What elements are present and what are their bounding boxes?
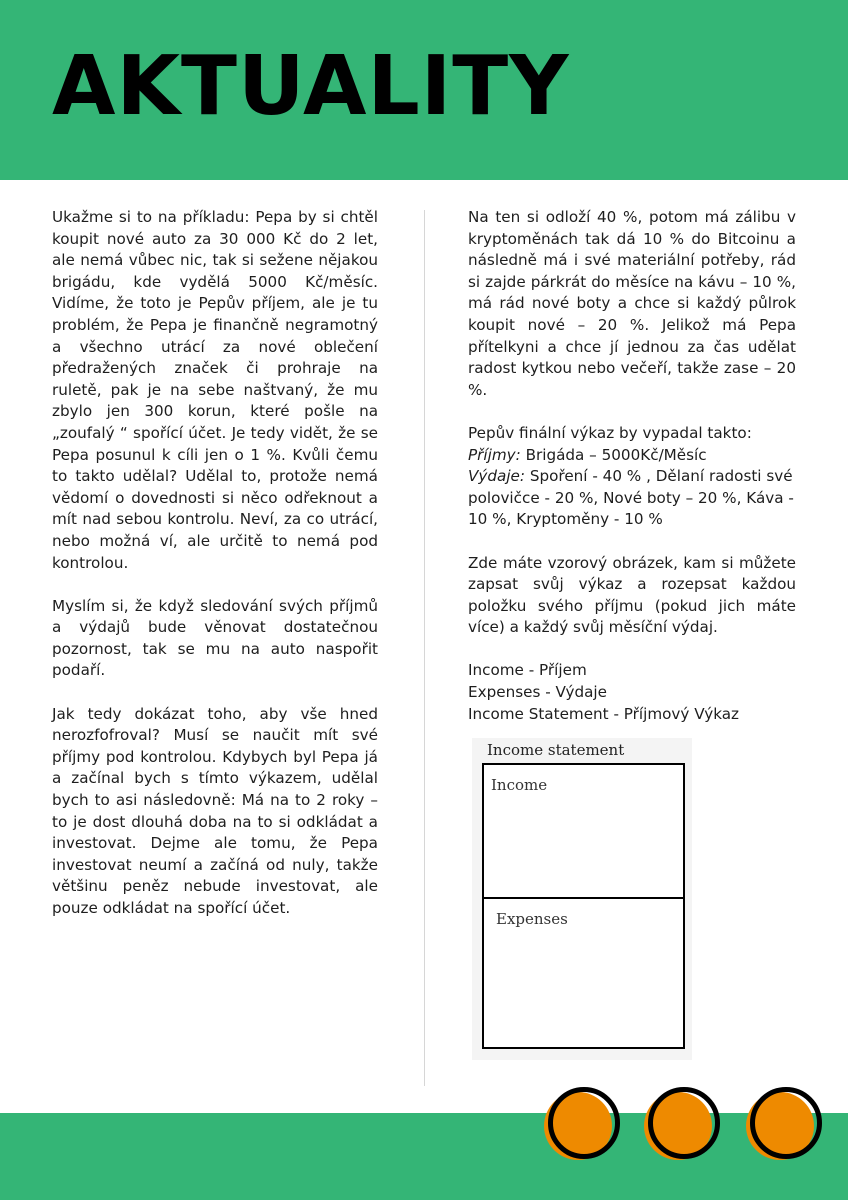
header-banner [0, 0, 848, 180]
income-statement-figure [472, 738, 692, 1060]
glossary-item: Income Statement - Příjmový Výkaz [468, 704, 740, 723]
glossary-item: Income - Příjem [468, 661, 587, 680]
circle-icon [542, 1086, 622, 1166]
paragraph: Ukažme si to na příkladu: Pepa by si chtěl koupit nové auto za 30 000 Kč do 2 let, ale nemá vůbec nic, tak si sežene nějakou brigádu, kde vydělá 5000 Kč/měsíc. Vidíme, že toto je Pepův příjem, ale je tu problém, že Pepa je finančně negramotný a všechno utrácí za nové oblečení předražených značek či prohraje na ruletě, pak je na sebe naštvaný, že mu zbylo jen 300 korun, které pošle na „zoufalý “ spořící účet. Je tedy vidět, že se Pepa posunul k cíli jen o 1 %. Kvůli čemu to takto udělal? Udělal to, protože nemá vědomí o dovednosti si něco odřeknout a mít nad sebou kontrolu. Neví, za co utrácí, nebo možná ví, ale určitě to nemá pod kontrolou. [52, 208, 378, 572]
circle-icon [744, 1086, 824, 1166]
statement-block [468, 423, 796, 531]
section-divider [484, 897, 683, 899]
income-label: Příjmy: [468, 445, 521, 464]
paragraph: Zde máte vzorový obrázek, kam si můžete zapsat svůj výkaz a rozepsat každou položku svého příjmu (pokud jich máte více) a každý svůj měsíční výdaj. [468, 553, 796, 637]
expenses-label: Výdaje: [468, 467, 526, 486]
statement-income [468, 445, 796, 467]
circle-icon [642, 1086, 722, 1166]
page-title: AKTUALITY [52, 39, 570, 134]
circle-ring [548, 1087, 620, 1159]
expenses-section-label: Expenses [496, 910, 568, 928]
left-column [52, 207, 378, 941]
statement-expenses [468, 466, 796, 531]
glossary-item: Expenses - Výdaje [468, 683, 607, 702]
circle-ring [648, 1087, 720, 1159]
paragraph: Myslím si, že když sledování svých příjmů a výdajů bude věnovat dostatečnou pozornost, tak se mu na auto naspořit podaří. [52, 596, 378, 680]
paragraph: Jak tedy dokázat toho, aby vše hned nerozfofroval? Musí se naučit mít své příjmy pod kontrolou. Kdybych byl Pepa já a začínal bych s tímto výkazem, udělal bych to asi následovně: Má na to 2 roky – to je dost dlouhá doba na to si odkládat a investovat. Dejme ale tomu, že Pepa investovat neumí a začíná od nuly, takže většinu peněz nebude investovat, ale pouze odkládat na spořící účet. [52, 704, 378, 917]
paragraph: Na ten si odloží 40 %, potom má zálibu v kryptoměnách tak dá 10 % do Bitcoinu a následně má i své materiální potřeby, rád si zajde párkrát do měsíce na kávu – 10 %, má rád nové boty a chce si každý půlrok koupit nové – 20 %. Jelikož má Pepa přítelkyni a chce jí jednou za čas udělat radost kytkou nebo večeří, takže zase – 20 %. [468, 208, 796, 399]
income-value: Brigáda – 5000Kč/Měsíc [520, 445, 707, 464]
statement-intro: Pepův finální výkaz by vypadal takto: [468, 423, 752, 442]
right-column [468, 207, 796, 747]
circle-ring [750, 1087, 822, 1159]
expenses-value: Spoření - 40 % , Dělaní radosti své polovičce - 20 %, Nové boty – 20 %, Káva - 10 %, Kryptoměny - 10 % [468, 467, 794, 529]
glossary [468, 660, 796, 725]
column-divider [424, 210, 425, 1086]
income-section-label: Income [491, 776, 548, 794]
figure-title: Income statement [487, 741, 625, 759]
statement-box [482, 763, 685, 1049]
